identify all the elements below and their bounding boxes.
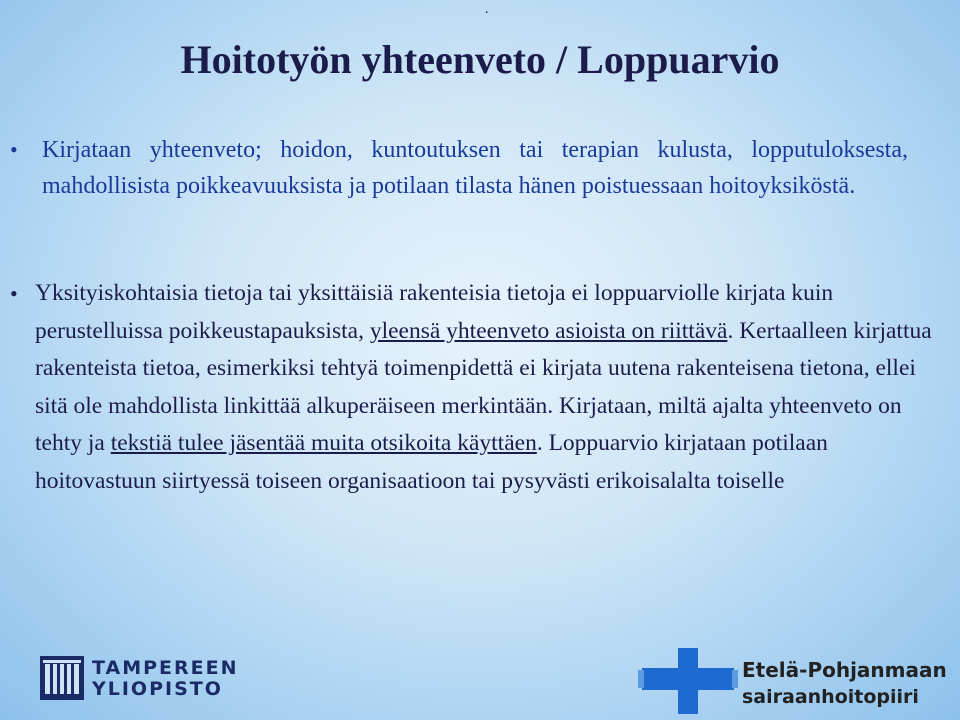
university-emblem-icon: [40, 656, 84, 700]
university-name-line2: YLIOPISTO: [92, 678, 223, 700]
title-dot: .: [485, 2, 489, 17]
bullet-item-details: [35, 275, 940, 500]
university-name-line1: TAMPEREEN: [92, 657, 239, 679]
underlined-text-segment: tekstiä tulee jäsentää muita otsikoita käyttäen: [110, 430, 537, 456]
medical-cross-icon: [638, 646, 738, 716]
slide-title: Hoitotyön yhteenveto / Loppuarvio: [180, 37, 780, 82]
bullet-text-segment: Yksityiskohtaisia tietoja tai yksittäisiä rakenteisia tietoja ei loppuarviolle kirjata kuin perustelluissa poikkeustapauksista,: [35, 280, 834, 344]
bullet-text-segment: . Kertaalleen kirjattua rakenteista tietoa, esimerkiksi tehtyä toimenpidettä ei kirjata uutena rakenteisena tietona, ellei sitä ole mahdollista linkittää alkuperäiseen merkintään. Kirjataan, miltä ajalta yhteenveto on tehty ja: [35, 317, 932, 456]
underlined-text-segment: yleensä yhteenveto asioista on riittävä: [369, 317, 728, 344]
bullet-marker-icon: •: [10, 281, 18, 306]
bullet-item-summary: Kirjataan yhteenveto; hoidon, kuntoutuksen tai terapian kulusta, lopputuloksesta, mahdollisista poikkeavuuksista ja potilaan tilasta hänen poistuessaan hoitoyksiköstä.: [42, 137, 908, 199]
district-name-line1: Etelä-Pohjanmaan: [742, 658, 947, 682]
bullet-text-segment: . Loppuarvio kirjataan potilaan hoitovastuun siirtyessä toiseen organisaatioon tai pysyvästi erikoisalalta toiselle: [35, 430, 828, 494]
hospital-district-logo: [638, 646, 947, 716]
bullet-marker-icon: •: [10, 137, 18, 162]
district-name-line2: sairaanhoitopiiri: [742, 686, 919, 708]
tampere-university-logo: [40, 656, 255, 700]
